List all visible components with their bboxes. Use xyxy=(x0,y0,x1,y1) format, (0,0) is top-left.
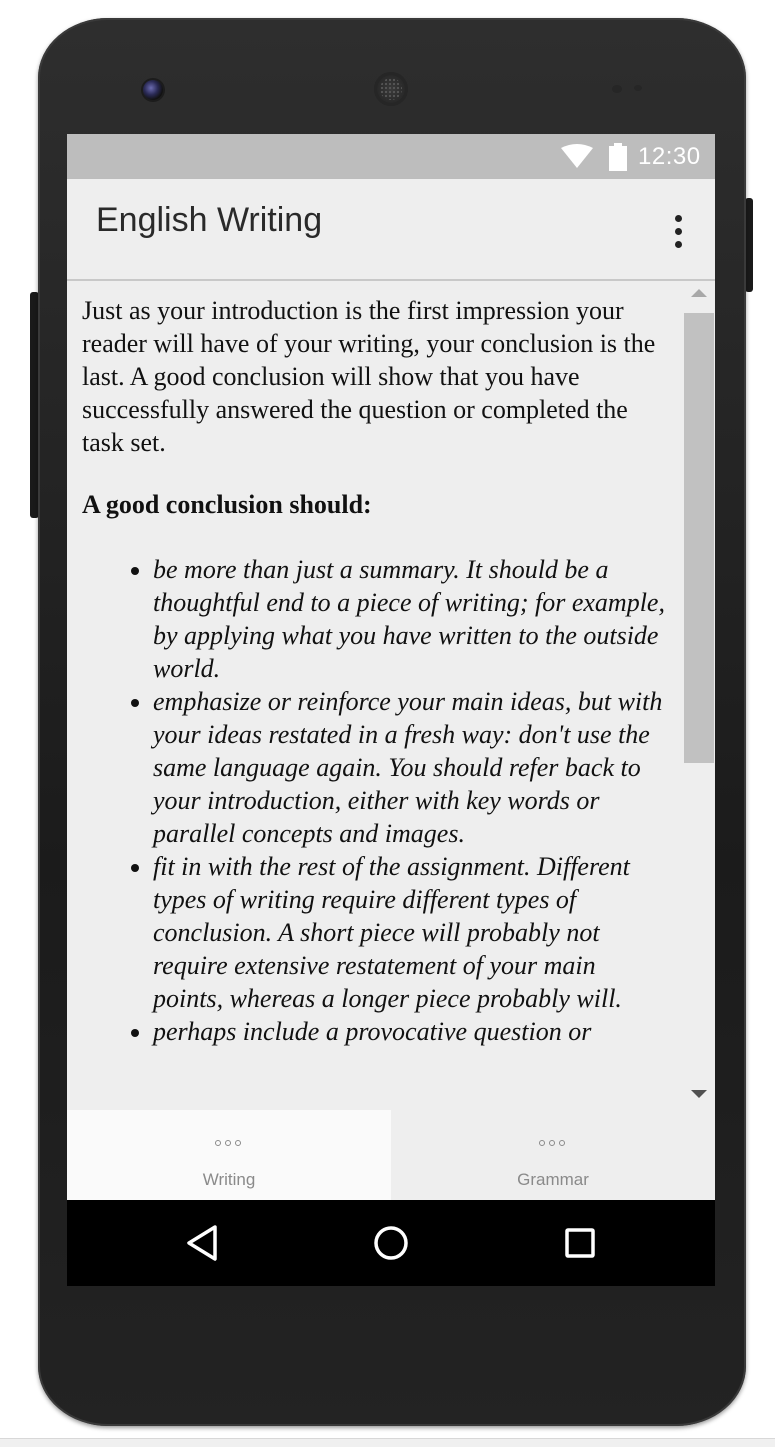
overflow-menu-icon[interactable] xyxy=(665,213,693,253)
scroll-up-arrow-icon[interactable] xyxy=(691,289,707,297)
bottom-tab-bar xyxy=(67,1110,715,1200)
tab-grammar-label: Grammar xyxy=(517,1170,589,1189)
phone-screen xyxy=(67,134,715,1286)
dots-icon xyxy=(215,1140,243,1150)
front-camera-icon xyxy=(143,80,163,100)
list-item: • be more than just a summary. It should be a thoughtful end to a piece of writing; for example, by applying what you have written to the outside world. xyxy=(153,553,672,685)
scroll-down-arrow-icon[interactable] xyxy=(691,1090,707,1098)
system-navigation-bar xyxy=(67,1200,715,1286)
article-heading: A good conclusion should: xyxy=(82,490,372,519)
app-title: English Writing xyxy=(96,201,323,239)
wifi-icon xyxy=(561,144,593,168)
back-triangle-icon[interactable] xyxy=(182,1223,222,1263)
scrollbar-thumb[interactable] xyxy=(684,313,714,763)
list-item: • fit in with the rest of the assignment. Different types of writing require different types of conclusion. A short piece will probably not require extensive restatement of your main points, whereas a longer piece probably will. xyxy=(153,850,672,1015)
earpiece-speaker-icon xyxy=(374,72,408,106)
power-button xyxy=(745,198,753,292)
bullet-list xyxy=(82,553,672,1048)
scrollbar[interactable] xyxy=(684,289,714,1104)
tab-grammar[interactable] xyxy=(391,1110,715,1200)
tab-writing-label: Writing xyxy=(202,1170,256,1189)
light-sensor-icon xyxy=(634,85,642,91)
recents-square-icon[interactable] xyxy=(560,1223,600,1263)
tab-writing[interactable] xyxy=(67,1110,391,1200)
status-bar xyxy=(67,134,715,179)
list-item: • perhaps include a provocative question or xyxy=(153,1015,672,1048)
article-intro: Just as your introduction is the first impression your reader will have of your writing, your conclusion is the last. A good conclusion will show that you have successfully answered the question or completed the task set. xyxy=(82,296,656,457)
home-circle-icon[interactable] xyxy=(371,1223,411,1263)
proximity-sensor-icon xyxy=(612,85,622,93)
app-bar xyxy=(67,179,715,281)
battery-icon xyxy=(608,143,628,171)
article-scroll-view[interactable] xyxy=(67,281,715,1110)
list-item: • emphasize or reinforce your main ideas, but with your ideas restated in a fresh way: don't use the same language again. You should refer back to your introduction, either with key words or parallel concepts and images. xyxy=(153,685,672,850)
dots-icon xyxy=(539,1140,567,1150)
article-body xyxy=(82,294,672,1046)
status-clock: 12:30 xyxy=(638,143,701,170)
